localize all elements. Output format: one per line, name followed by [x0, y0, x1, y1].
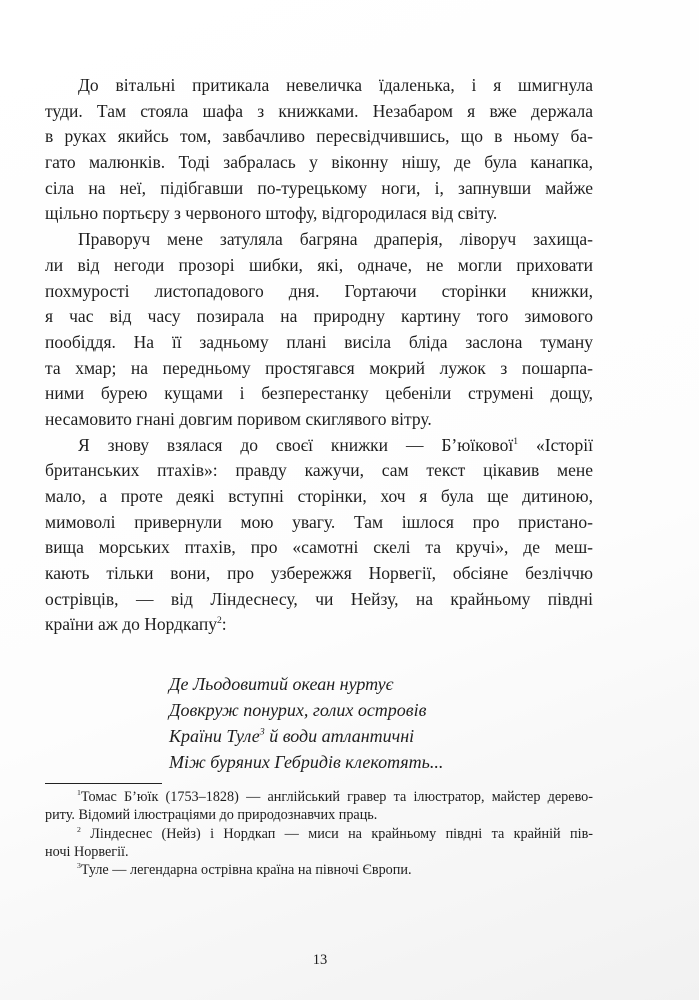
poem-line: Де Льодовитий океан нуртує	[169, 674, 394, 694]
text-line: британських птахів»: правду кажучи, сам текст цікавив мене	[45, 460, 593, 481]
text-line	[45, 612, 593, 638]
text-line: ними бурею кущами і безперестанку цебеніли струмені дощу,	[45, 383, 593, 404]
body-text	[45, 73, 593, 638]
footnote-text: риту. Відомий ілюстраціями до природознавчих праць.	[45, 807, 378, 824]
footnote-number: 2	[77, 824, 81, 834]
footnote-text: Томас Б’юїк (1753–1828) — англійський гравер та ілюстратор, майстер дерево-	[80, 789, 593, 805]
text-line: щільно портьєру з червоного штофу, відгородилася від світу.	[45, 203, 498, 224]
poem-line: Довкруж понурих, голих островів	[169, 700, 427, 720]
footnote-ref[interactable]: 2	[216, 615, 222, 627]
poem-line	[169, 723, 443, 749]
footnote-ref[interactable]: 3	[259, 726, 265, 738]
footnote-number: 1	[77, 788, 81, 798]
text-line: Праворуч мене затуляла багряна драперія, ліворуч захища-	[78, 229, 593, 250]
text-line: пообіддя. На її задньому плані висіла бліда заслона туману	[45, 331, 593, 352]
paragraph	[45, 73, 593, 227]
text-line: мимоволі привернули мою увагу. Там ішлося про пристано-	[45, 511, 593, 532]
text-line: та хмар; на передньому простягався мокрий лужок з пошарпа-	[45, 357, 593, 378]
text-line: несамовито гнані довгим поривом скиглявого вітру.	[45, 408, 432, 429]
text-line: гато малюнків. Тоді забралась у віконну нішу, де була канапка,	[45, 152, 593, 173]
footnote-text: Туле — легендарна острівна країна на півночі Європи.	[80, 862, 412, 879]
footnote-text: Ліндеснес (Нейз) і Нордкап — миси на крайньому півдні та крайній пів-	[80, 825, 593, 842]
footnote-2	[45, 825, 593, 843]
poem-quote	[169, 671, 443, 775]
footnotes	[45, 788, 593, 879]
footnote-text: ночі Норвегії.	[45, 843, 129, 860]
text-segment: :	[221, 614, 227, 635]
page-number: 13	[312, 952, 328, 968]
text-segment: Країни Туле	[169, 726, 260, 746]
text-line: в руках якийсь том, завбачливо пересвідчившись, що в ньому ба-	[45, 126, 593, 147]
footnote-1	[45, 788, 593, 806]
text-segment: країни аж до Нордкапу	[45, 614, 217, 635]
text-line	[45, 433, 593, 459]
footnote-divider	[45, 783, 162, 784]
text-segment: «Історії	[518, 434, 593, 455]
text-line: похмурості листопадового дня. Гортаючи сторінки книжки,	[45, 280, 593, 301]
text-line: сіла на неї, підібгавши по-турецькому ноги, і, запнувши майже	[45, 177, 593, 198]
paragraph	[45, 433, 593, 639]
text-line: мало, а проте деякі вступні сторінки, хоч я була ще дитиною,	[45, 486, 593, 506]
text-line: кають тільки вони, про узбережжя Норвегії, обсіяне безліччю	[45, 563, 593, 584]
text-segment: й води атлантичні	[264, 726, 415, 746]
text-line: острівців, — від Ліндеснесу, чи Нейзу, на крайньому півдні	[45, 588, 593, 609]
text-line: я час від часу позирала на природну картину того зимового	[45, 306, 593, 327]
text-segment: Я знову взялася до своєї книжки — Б’юїкової	[78, 434, 514, 455]
text-line: вища морських птахів, про «самотні скелі та кручі», де меш-	[45, 537, 593, 558]
text-line: ли від негоди прозорі шибки, які, одначе, не могли приховати	[45, 254, 593, 275]
text-line: туди. Там стояла шафа з книжками. Незабаром я вже держала	[45, 100, 593, 121]
poem-line: Між буряних Гебридів клекотять...	[169, 752, 444, 772]
text-line: До вітальні притикала невеличка їдаленька, і я шмигнула	[78, 75, 593, 95]
footnote-ref[interactable]: 1	[513, 435, 519, 447]
footnote-3	[45, 861, 593, 879]
paragraph	[45, 227, 593, 433]
footnote-number: 3	[77, 861, 81, 871]
